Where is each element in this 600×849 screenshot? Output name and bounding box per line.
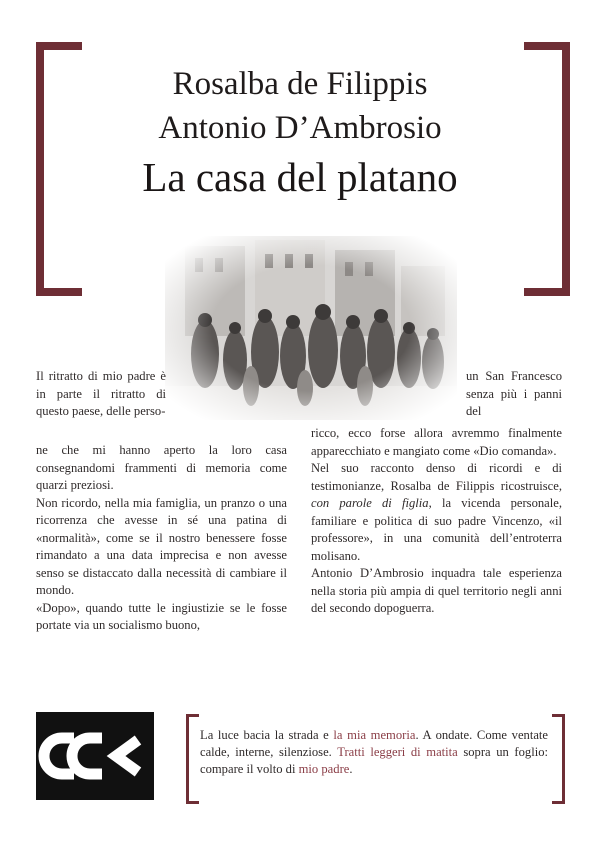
left-column-text: ne che mi hanno aperto la loro casa consegnandomi frammenti di memoria come quarzi preziosi. Non ricordo, nella mia famiglia, un pranzo o una ricorrenza che avesse in sé una patina di «normalità», come se il nostro benessere fosse rimandato a una data imprecisa e non avesse senso se distaccato dalla necessità di cambiare il mondo. «Dopo», quando tutte le ingiustizie se le fosse portate via un socialismo buono, (36, 443, 287, 632)
author-name-1: Rosalba de Filippis (172, 66, 428, 102)
publisher-logo-icon (36, 712, 154, 800)
left-column-top-text: Il ritratto di mio padre è in parte il ritratto di questo paese, delle perso- (36, 369, 166, 418)
quote-left-bracket (186, 714, 199, 804)
right-column-top-text: un San Francesco senza più i panni del (466, 369, 562, 418)
quote-right-bracket (552, 714, 565, 804)
book-title: La casa del platano (142, 154, 458, 200)
right-column-text: ricco, ecco forse allora avremmo finalmente apparecchiato e mangiato come «Dio comanda». Nel suo racconto denso di ricordi e di testimonianze, Rosalba de Filippis ricostruisce, con parole di figlia, la vicenda personale, familiare e politica di suo padre Vincenzo, «il professore», in una comunità dell’entroterra molisano. Antonio D’Ambrosio inquadra tale esperienza nella storia più ampia di quel territorio negli anni del secondo dopoguerra. (311, 426, 562, 615)
back-cover-quote: La luce bacia la strada e la mia memoria. A ondate. Come ventate calde, interne, silenziose. Tratti leggeri di matita sopra un foglio: compare il volto di mio padre. (200, 728, 549, 776)
author-name-2: Antonio D’Ambrosio (158, 110, 442, 146)
vintage-crowd-illustration (165, 236, 457, 420)
